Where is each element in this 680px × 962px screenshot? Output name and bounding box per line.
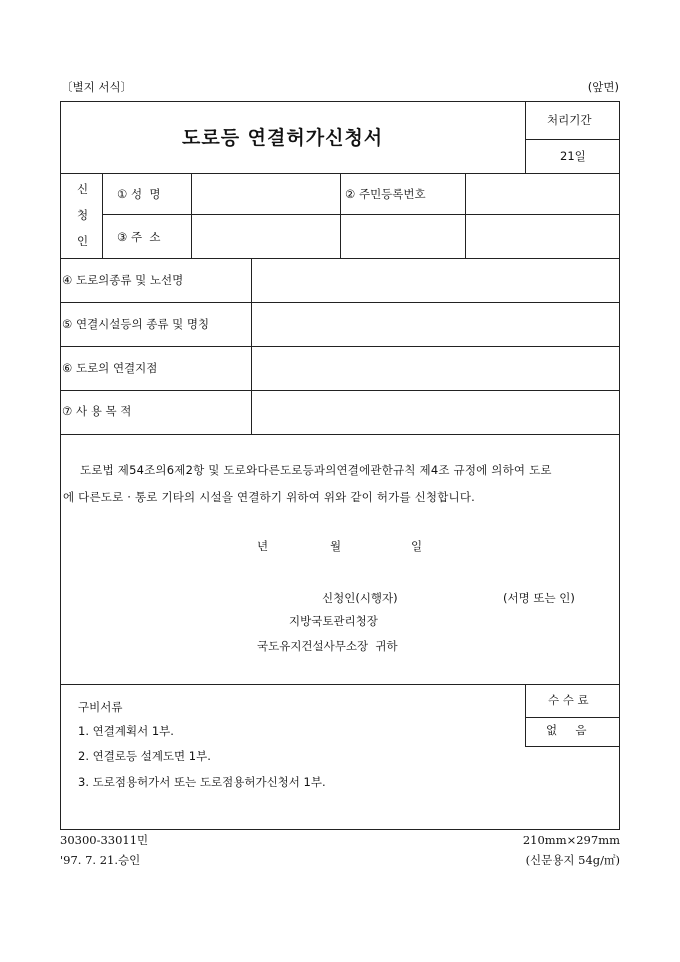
- connection-point-label: ⑥ 도로의 연결지점: [62, 361, 158, 375]
- road-type-label: ④ 도로의종류 및 노선명: [62, 273, 184, 287]
- paper-type: (신문용지 54g/㎡): [525, 853, 620, 867]
- document-item-3: 3. 도로점용허가서 또는 도로점용허가신청서 1부.: [78, 775, 326, 789]
- date-day: 일: [411, 539, 423, 553]
- divider-documents: [60, 684, 620, 685]
- divider-row5: [60, 302, 620, 303]
- recipient-1: 지방국토관리청장: [289, 614, 378, 628]
- rrn-label: ② 주민등록번호: [345, 187, 426, 201]
- document-item-2: 2. 연결로등 설계도면 1부.: [78, 749, 211, 763]
- date-year: 년: [257, 539, 269, 553]
- page-side-label: (앞면): [587, 80, 619, 94]
- applicant-sign-label: 신청인(시행자): [322, 591, 398, 605]
- name-label: ① 성 명: [117, 187, 161, 201]
- applicant-side-char-2: 청: [77, 208, 89, 222]
- divider-fee-bottom: [525, 746, 620, 747]
- facility-type-label: ⑤ 연결시설등의 종류 및 명칭: [62, 317, 210, 331]
- paper-size: 210mm×297mm: [522, 833, 620, 847]
- processing-period-label: 처리기간: [547, 113, 592, 127]
- fee-label: 수 수 료: [548, 693, 589, 707]
- statement-line-1: 도로법 제54조의6제2항 및 도로와다른도로등과의연결에관한규칙 제4조 규정에 의하여 도로: [80, 463, 552, 477]
- vline-label: [191, 173, 192, 258]
- document-item-1: 1. 연결계획서 1부.: [78, 724, 174, 738]
- processing-period-value: 21일: [560, 149, 586, 163]
- divider-row7: [60, 390, 620, 391]
- form-label: 〔별지 서식〕: [61, 80, 133, 94]
- divider-statement: [60, 434, 620, 435]
- vline-period: [525, 101, 526, 173]
- divider-period: [525, 139, 620, 140]
- sign-note: (서명 또는 인): [503, 591, 575, 605]
- approval-date: '97. 7. 21.승인: [60, 853, 141, 867]
- vline-rrn-value: [465, 173, 466, 258]
- usage-purpose-label: ⑦ 사 용 목 적: [62, 404, 132, 418]
- form-code: 30300-33011민: [60, 833, 149, 847]
- statement-line-2: 에 다른도로 · 통로 기타의 시설을 연결하기 위하여 위와 같이 허가를 신청합니다.: [63, 490, 476, 504]
- applicant-side-char-1: 신: [77, 182, 89, 196]
- vline-fee: [525, 684, 526, 746]
- documents-title: 구비서류: [78, 700, 123, 714]
- vline-rrn: [340, 173, 341, 258]
- recipient-2: 국도유지건설사무소장 귀하: [257, 639, 398, 653]
- address-label: ③ 주 소: [117, 230, 161, 244]
- vline-side: [102, 173, 103, 258]
- fee-value: 없 음: [546, 723, 587, 737]
- divider-fee: [525, 717, 620, 718]
- date-month: 월: [330, 539, 342, 553]
- divider-applicant: [102, 214, 620, 215]
- vline-rows: [251, 258, 252, 434]
- applicant-side-char-3: 인: [77, 234, 89, 248]
- form-title: 도로등 연결허가신청서: [182, 127, 384, 149]
- divider-row4: [60, 258, 620, 259]
- divider-row6: [60, 346, 620, 347]
